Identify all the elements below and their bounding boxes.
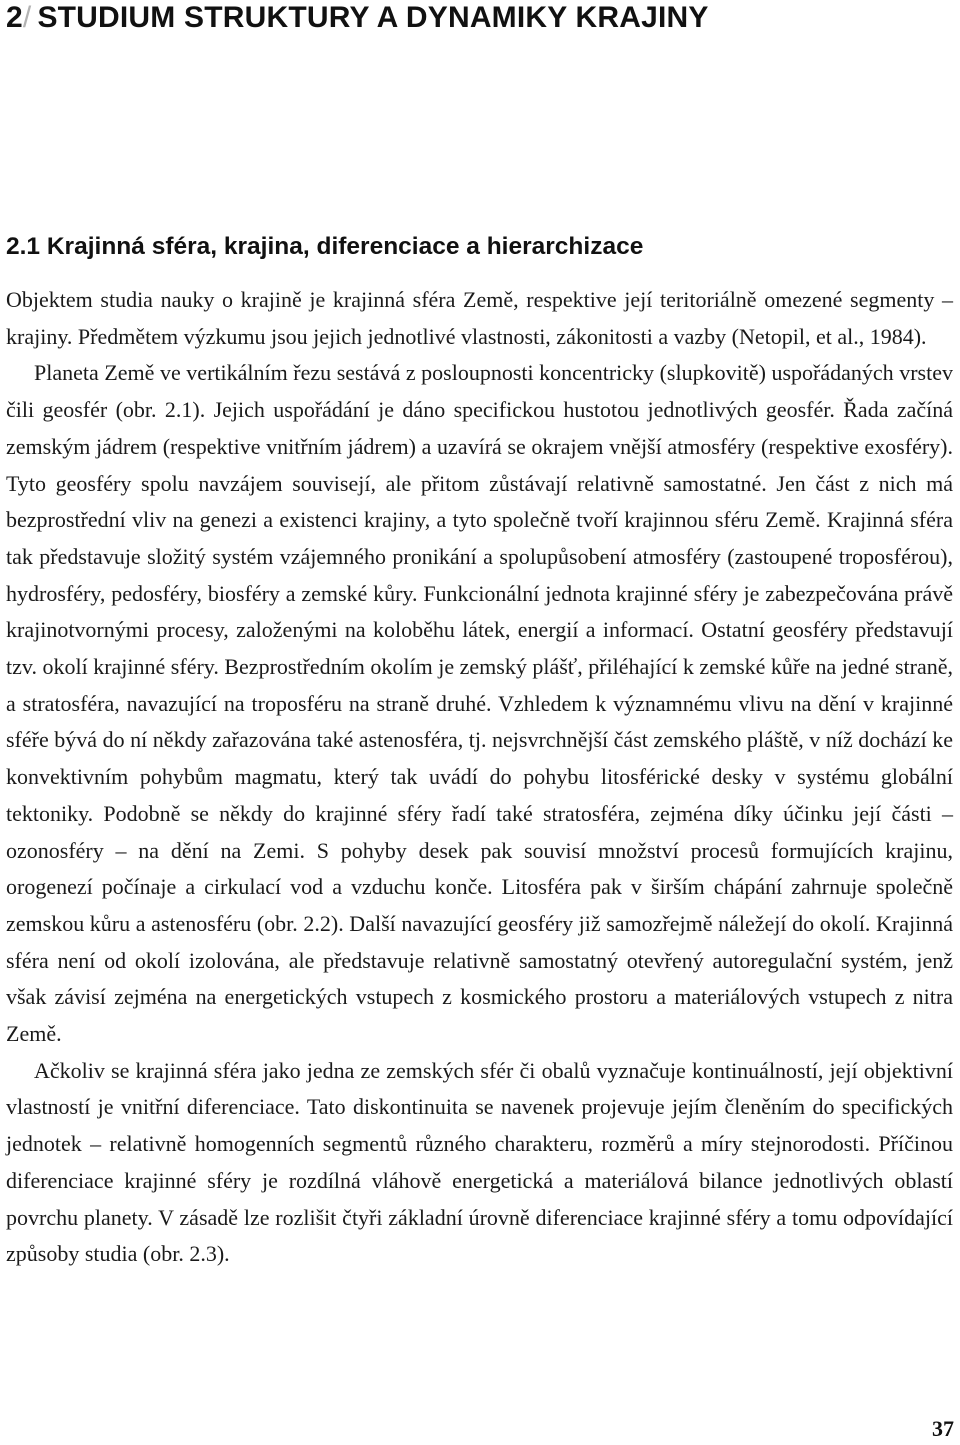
body-text	[6, 282, 953, 1273]
chapter-title	[6, 0, 709, 36]
paragraph-3: Ačkoliv se krajinná sféra jako jedna ze zemských sfér či obalů vyznačuje kontinuálností, její objektivní vlastností je vnitřní diferenciace. Tato diskontinuita se navenek projevuje jejím členěním do specifických jednotek – relativně homogenních segmentů různého charakteru, rozměrů a míry stejnorodosti. Příčinou diferenciace krajinné sféry je rozdílná vláhově energetická a materiálová bilance jednotlivých oblastí povrchu planety. V zásadě lze rozlišit čtyři základní úrovně diferenciace krajinné sféry a tomu odpovídající způsoby studia (obr. 2.3).	[6, 1057, 953, 1267]
section-heading: 2.1 Krajinná sféra, krajina, diferenciace a hierarchizace	[6, 233, 644, 260]
page-number: 37	[932, 1416, 954, 1441]
chapter-title-text: STUDIUM STRUKTURY A DYNAMIKY KRAJINY	[37, 1, 709, 34]
paragraph-1: Objektem studia nauky o krajině je krajinná sféra Země, respektive její teritoriálně omezené segmenty – krajiny. Předmětem výzkumu jsou jejich jednotlivé vlastnosti, zákonitosti a vazby (Netopil, et al., 1984).	[6, 287, 953, 349]
paragraph-2: Planeta Země ve vertikálním řezu sestává z posloupnosti koncentricky (slupkovitě) uspořádaných vrstev čili geosfér (obr. 2.1). Jejich uspořádání je dáno specifickou hustotou jednotlivých geosfér. Řada začíná zemským jádrem (respektive vnitřním jádrem) a uzavírá se okrajem vnější atmosféry (respektive exosféry). Tyto geosféry spolu navzájem souvisejí, ale přitom zůstávají relativně samostatné. Jen část z nich má bezprostřední vliv na genezi a existenci krajiny, a tyto společně tvoří krajinnou sféru Země. Krajinná sféra tak představuje složitý systém vzájemného pronikání a spolupůsobení atmosféry (zastoupené troposférou), hydrosféry, pedosféry, biosféry a zemské kůry. Funkcionální jednota krajinné sféry je zabezpečována právě krajinotvornými procesy, založenými na koloběhu látek, energií a informací. Ostatní geosféry představují tzv. okolí krajinné sféry. Bezprostředním okolím je zemský plášť, přiléhající k zemské kůře na jedné straně, a stratosféra, navazující na troposféru na straně druhé. Vzhledem k významnému vlivu na dění v krajinné sféře bývá do ní někdy zařazována také astenosféra, tj. nejsvrchnější část zemského pláště, v níž dochází ke konvektivním pohybům magmatu, který tak uvádí do pohybu litosférické desky v systému globální tektoniky. Podobně se někdy do krajinné sféry řadí také stratosféra, zejména díky účinku její části – ozonosféry – na dění na Zemi. S pohyby desek pak souvisí množství procesů formujících krajinu, orogenezí počínaje a cirkulací vod a vzduchu konče. Litosféra pak v širším chápání zahrnuje společně zemskou kůru a astenosféru (obr. 2.2). Další navazující geosféry již samozřejmě náležejí do okolí. Krajinná sféra není od okolí izolována, ale představuje relativně samostatný otevřený autoregulační systém, jenž však závisí zejména na energetických vstupech z kosmického prostoru a materiálových vstupech z nitra Země.	[6, 360, 953, 1047]
chapter-number: 2	[6, 1, 23, 34]
chapter-slash: /	[22, 1, 32, 34]
